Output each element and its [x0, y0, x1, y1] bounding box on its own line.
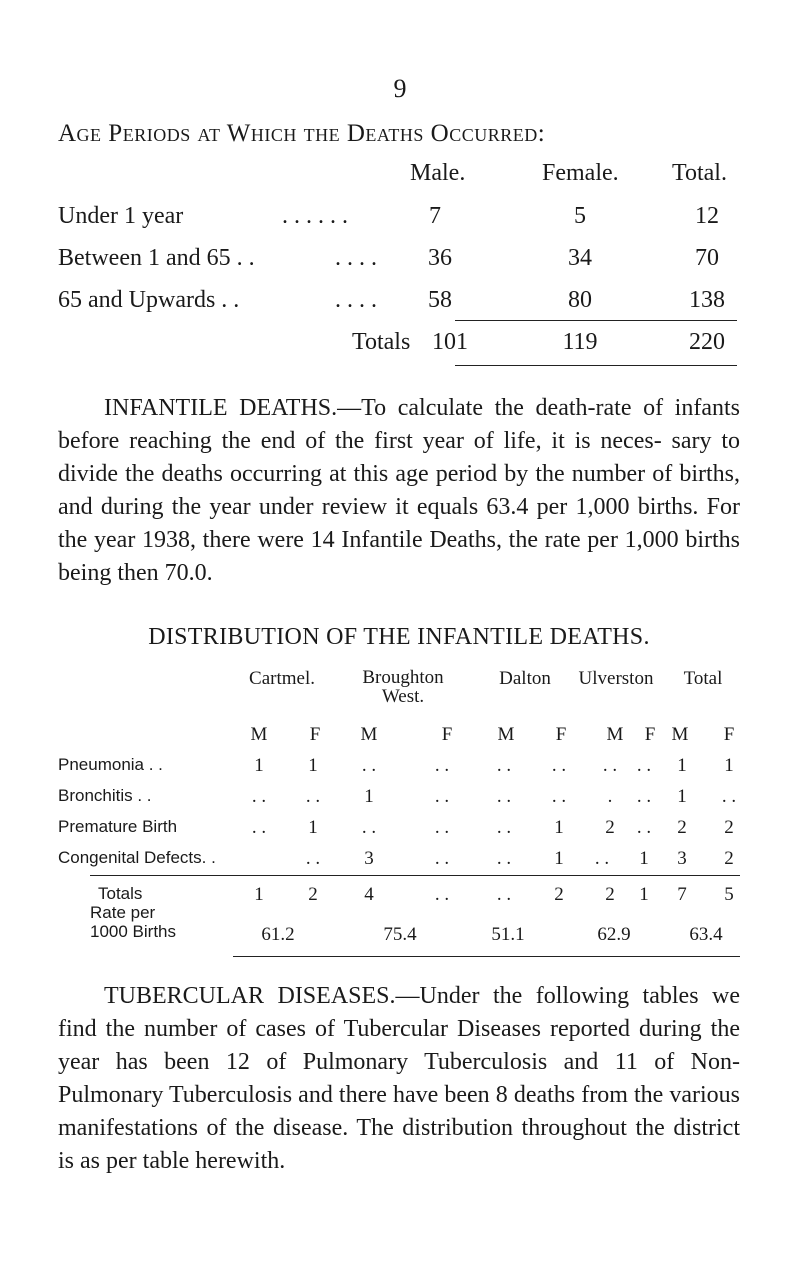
sex-header: M — [360, 724, 378, 745]
row-label: Congenital Defects. . — [58, 848, 216, 867]
rate-ulverston: 62.9 — [597, 924, 631, 945]
male-value: 58 — [428, 287, 452, 313]
district-total: Total — [683, 668, 723, 689]
cell: 2 — [554, 884, 564, 905]
cell: . . — [434, 786, 450, 807]
cell: . . — [361, 817, 377, 838]
cell: 1 — [308, 817, 318, 838]
page-number: 9 — [393, 74, 407, 103]
sex-header: M — [250, 724, 268, 745]
cell: . . — [594, 848, 610, 869]
sex-header: M — [606, 724, 624, 745]
female-value: 5 — [574, 203, 586, 229]
sex-header: F — [441, 724, 453, 745]
tubercular-diseases-paragraph: TUBERCULAR DISEASES.—Under the following tables we find the number of cases of Tubercular Diseases reported during the year has been 12 of Pulmonary Tuberculosis and 11 of Non-Pulmonary Tuberculosis and there have been 8 deaths from the various manifestations of the disease. The distribution throughout the district is as per table herewith. — [58, 983, 740, 1174]
totals-rule-bottom — [233, 956, 740, 957]
cell: 1 — [364, 786, 374, 807]
cell: 1 — [639, 884, 649, 905]
sex-header: F — [723, 724, 735, 745]
row-label: Pneumonia . . — [58, 755, 163, 774]
cell: . . — [496, 755, 512, 776]
cell: . . — [551, 786, 567, 807]
cell: 1 — [639, 848, 649, 869]
rate-dalton: 51.1 — [491, 924, 525, 945]
cell: . . — [434, 848, 450, 869]
rate-label: 1000 Births — [90, 922, 176, 941]
leader-dots: . . . . — [335, 287, 377, 313]
row-label: 65 and Upwards . . — [58, 287, 240, 313]
cell: . . — [636, 786, 652, 807]
cell: . . — [496, 848, 512, 869]
male-value: 7 — [429, 203, 441, 229]
rate-label: Rate per — [90, 903, 156, 922]
cell: 3 — [364, 848, 374, 869]
cell: 1 — [677, 755, 687, 776]
header-female: Female. — [542, 160, 619, 186]
cell: 5 — [724, 884, 734, 905]
rate-cartmel: 61.2 — [261, 924, 295, 945]
total-value: 70 — [695, 245, 719, 271]
row-label: Bronchitis . . — [58, 786, 152, 805]
row-label: Premature Birth — [58, 817, 178, 836]
cell: . . — [434, 817, 450, 838]
cell: . . — [361, 755, 377, 776]
cell: . . — [721, 786, 737, 807]
header-male: Male. — [410, 160, 466, 186]
cell: 1 — [554, 817, 564, 838]
cell: . . — [636, 817, 652, 838]
district-ulverston: Ulverston — [578, 668, 654, 689]
cell: 1 — [554, 848, 564, 869]
cell: . . — [434, 755, 450, 776]
district-cartmel: Cartmel. — [249, 668, 315, 689]
cell: . . — [251, 817, 267, 838]
cell: 1 — [724, 755, 734, 776]
rate-broughton-west: 75.4 — [383, 924, 417, 945]
totals-rule-bottom — [455, 365, 737, 366]
sex-header: F — [644, 724, 656, 745]
cell: 1 — [254, 884, 264, 905]
cell: 2 — [605, 884, 615, 905]
cell: . . — [636, 755, 652, 776]
header-total: Total. — [672, 160, 727, 186]
totals-rule-top — [90, 875, 740, 876]
male-value: 36 — [428, 245, 452, 271]
total-value: 12 — [695, 203, 719, 229]
cell: . . — [305, 848, 321, 869]
totals-male: 101 — [432, 329, 468, 355]
cell: . . — [434, 884, 450, 905]
cell: 2 — [308, 884, 318, 905]
row-label: Between 1 and 65 . . — [58, 245, 255, 271]
totals-rule-top — [455, 320, 737, 321]
cell: . . — [496, 884, 512, 905]
totals-total: 220 — [689, 329, 725, 355]
district-broughton-west: Broughton West. — [362, 667, 444, 707]
cell: 2 — [724, 817, 734, 838]
cell: 3 — [677, 848, 687, 869]
distribution-title: DISTRIBUTION OF THE INFANTILE DEATHS. — [148, 624, 650, 650]
cell: . — [607, 786, 613, 807]
female-value: 34 — [568, 245, 592, 271]
sex-header: F — [309, 724, 321, 745]
female-value: 80 — [568, 287, 592, 313]
totals-label: Totals — [352, 329, 411, 355]
sex-header: M — [497, 724, 515, 745]
cell: . . — [305, 786, 321, 807]
totals-label: Totals — [98, 884, 143, 903]
leader-dots: . . . . — [335, 245, 377, 271]
cell: 4 — [364, 884, 374, 905]
cell: 7 — [677, 884, 687, 905]
cell: . . — [251, 786, 267, 807]
sex-header: M — [671, 724, 689, 745]
leader-dots: . . . . . . — [282, 203, 348, 229]
cell: . . — [602, 755, 618, 776]
cell: 2 — [605, 817, 615, 838]
district-dalton: Dalton — [499, 668, 551, 689]
cell: 1 — [677, 786, 687, 807]
cell: 1 — [254, 755, 264, 776]
rate-total: 63.4 — [689, 924, 723, 945]
row-label: Under 1 year — [58, 203, 184, 229]
cell: . . — [496, 817, 512, 838]
totals-female: 119 — [562, 329, 598, 355]
sex-header: F — [555, 724, 567, 745]
cell: . . — [551, 755, 567, 776]
cell: 1 — [308, 755, 318, 776]
age-table-title: Age Periods at Which the Deaths Occurred: — [58, 120, 546, 147]
cell: 2 — [724, 848, 734, 869]
infantile-deaths-paragraph: INFANTILE DEATHS.—To calculate the death-rate of infants before reaching the end of the first year of life, it is neces- sary to divide the deaths occurring at this age period by the number of births, and during the year under review it equals 63.4 per 1,000 births. For the year 1938, there were 14 Infantile Deaths, the rate per 1,000 births being then 70.0. — [58, 395, 740, 586]
total-value: 138 — [689, 287, 725, 313]
cell: . . — [496, 786, 512, 807]
cell: 2 — [677, 817, 687, 838]
